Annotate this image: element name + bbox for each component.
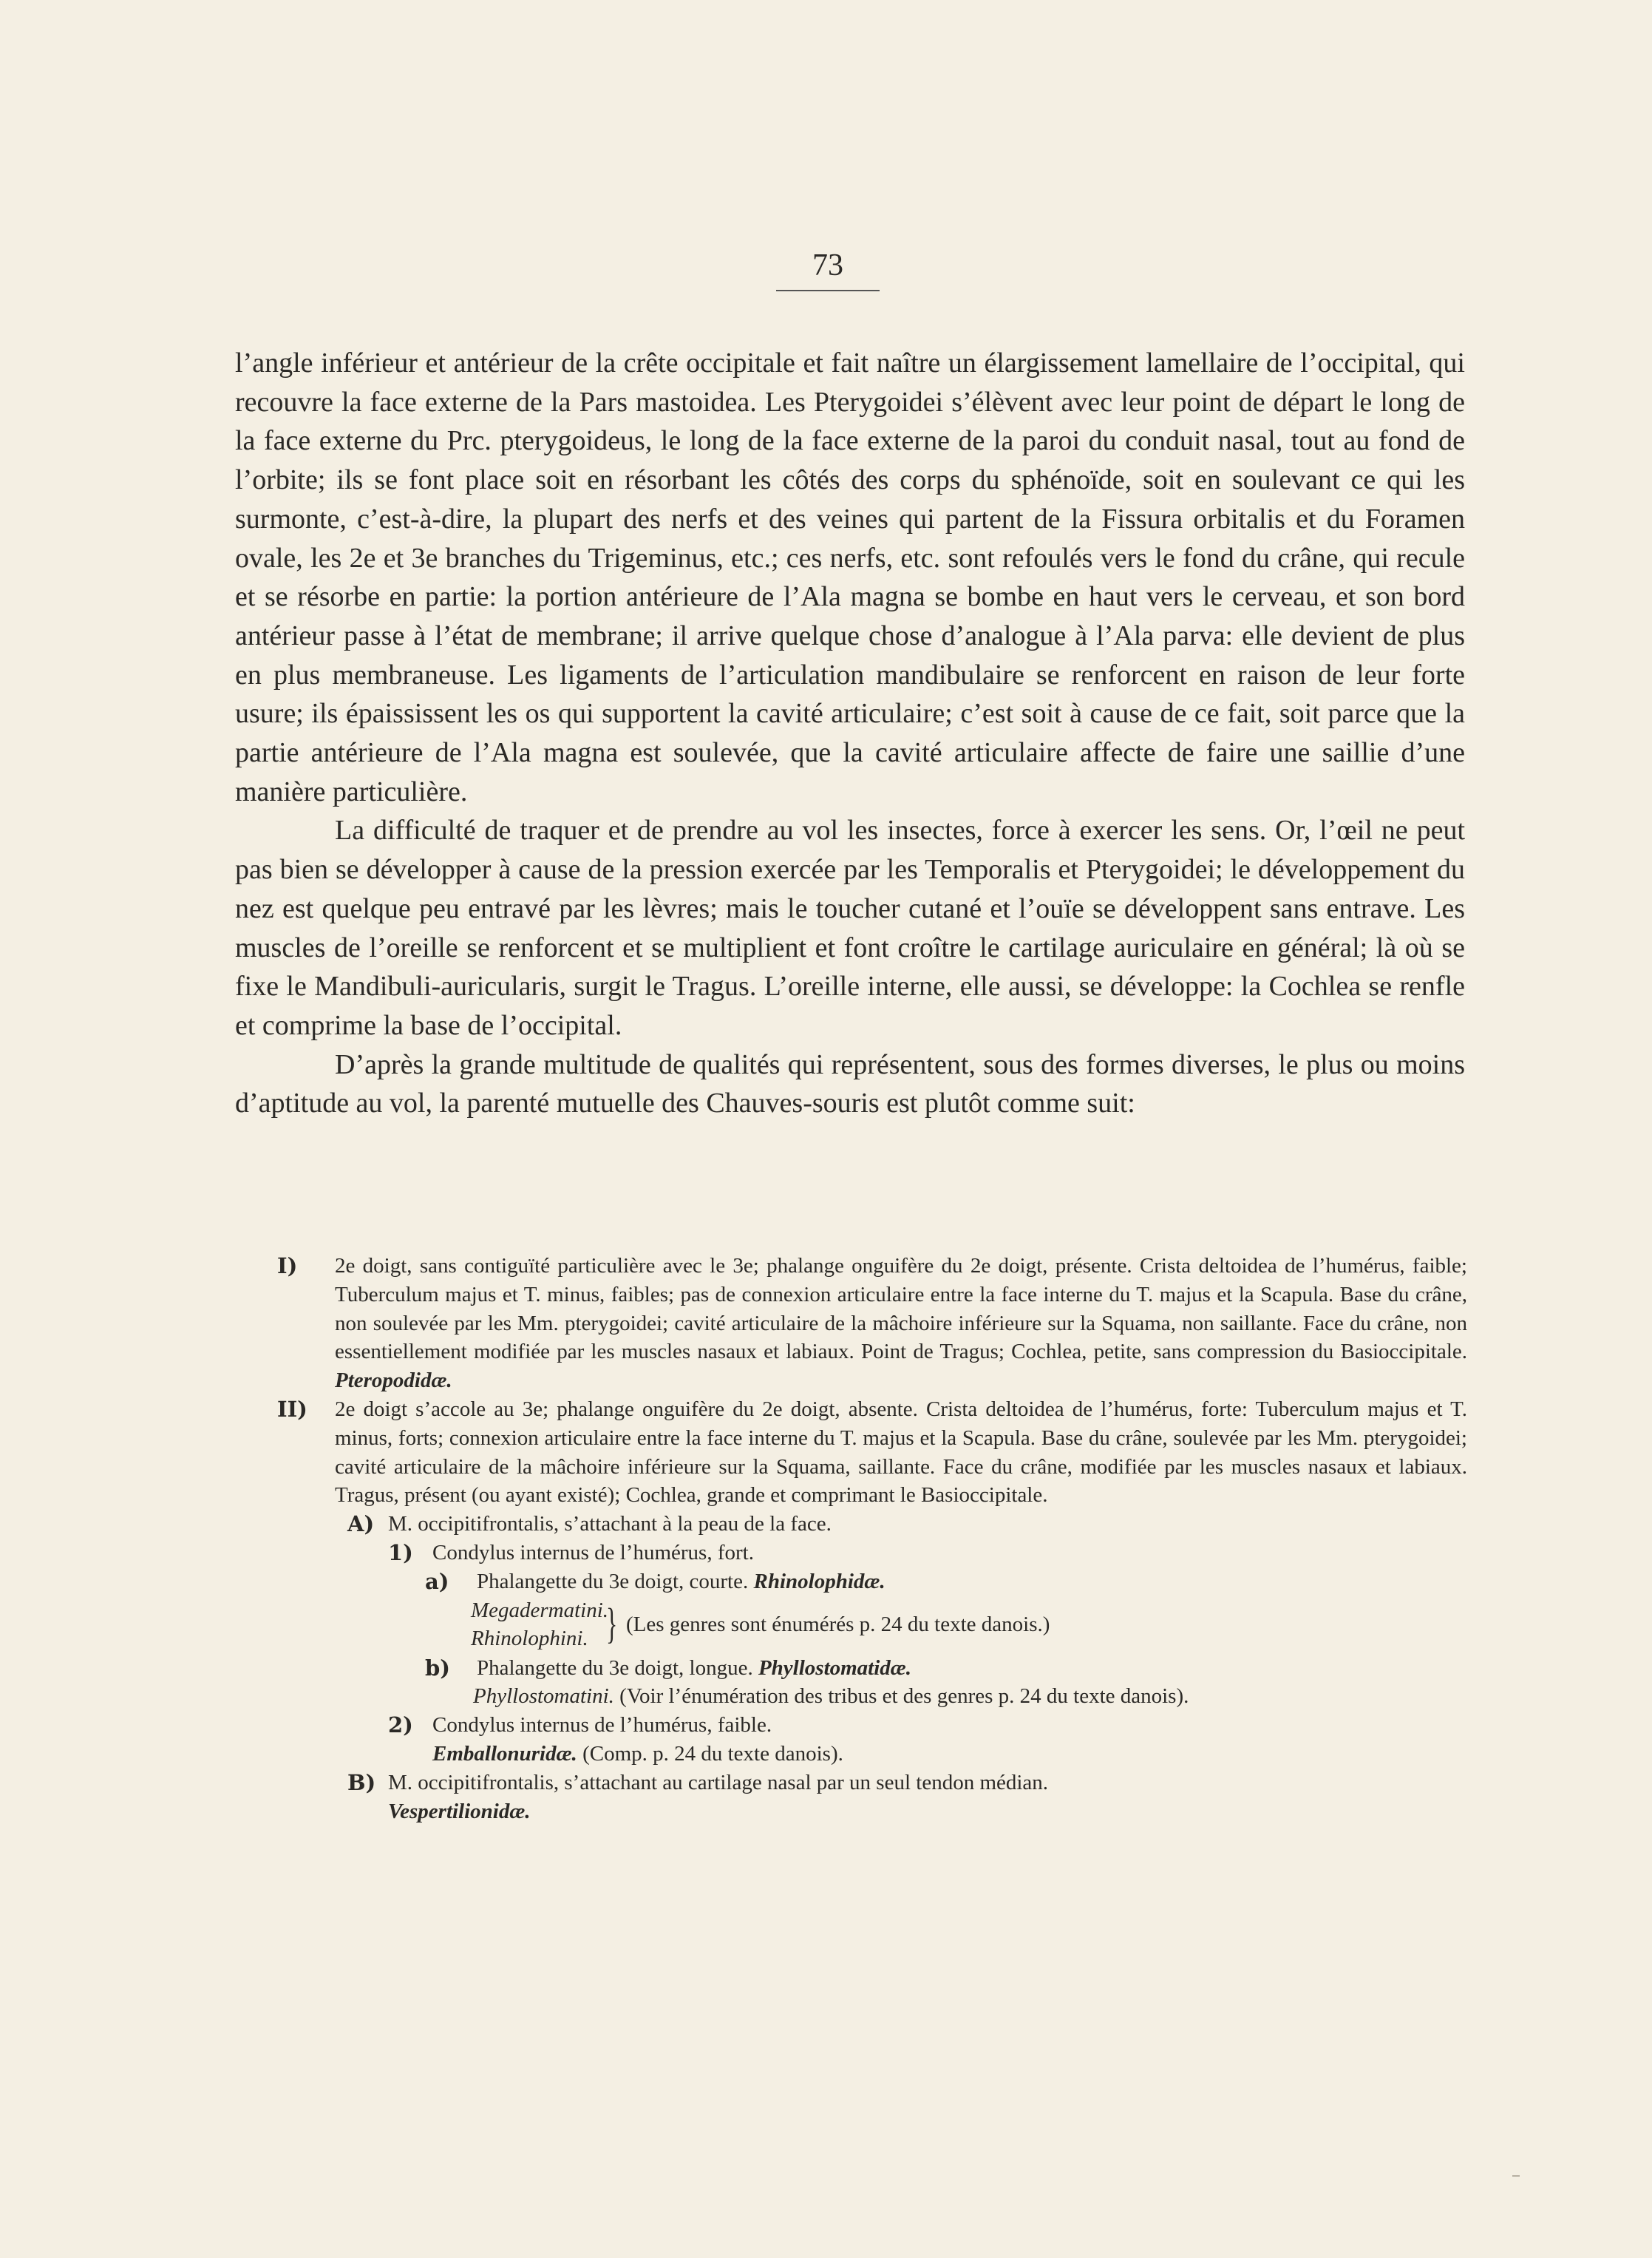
key-entry-A2 <box>277 1711 1467 1740</box>
paper-mark <box>1512 2175 1520 2177</box>
family-note: (Comp. p. 24 du texte danois). <box>582 1741 843 1766</box>
family-name: Pteropodidæ. <box>335 1369 452 1393</box>
key-text: 2e doigt, sans contiguïté particulière avec le 3e; phalange onguifère du 2e doigt, présente. Crista deltoidea de l’humérus, faible; Tuberculum majus et T. minus, faibles; pas de connexion articulaire entre la face interne du T. majus et la Scapula. Base du crâne, non soulevée par les Mm. pterygoidei; cavité articulaire de la mâchoire inférieure sur la Squama, non saillante. Face du crâne, non essentiellement modifiée par les muscles nasaux et labiaux. Point de Tragus; Cochlea, petite, sans compression du Basioccipitale. <box>335 1254 1467 1364</box>
key-text: Condylus internus de l’humérus, faible. <box>432 1713 772 1737</box>
family-name: Phyllostomatidæ. <box>758 1655 911 1680</box>
tribe-name: Phyllostomatini. <box>473 1684 614 1709</box>
tribe-brace-group <box>277 1596 1467 1654</box>
key-marker: I) <box>277 1253 298 1278</box>
tribe-name: Megadermatini. <box>471 1598 609 1622</box>
family-name: Emballonuridæ. <box>432 1741 577 1766</box>
key-marker: 2) <box>388 1712 413 1738</box>
key-text: 2e doigt s’accole au 3e; phalange onguifère du 2e doigt, absente. Crista deltoidea de l’humérus, forte: Tuberculum majus et T. minus, forts; connexion articulaire entre la face interne du T. majus et la Scapula. Base du crâne, soulevée par les Mm. pterygoidei; cavité articulaire de la mâchoire inférieure sur la Squama, saillante. Face du crâne, modifiée par les muscles nasaux et labiaux. Tragus, présent (ou ayant existé); Cochlea, grande et comprimant le Basioccipitale. <box>335 1397 1467 1508</box>
family-line <box>277 1740 1467 1769</box>
tribe-note: (Voir l’énumération des tribus et des genres p. 24 du texte danois). <box>619 1684 1189 1709</box>
key-marker: 1) <box>388 1539 413 1565</box>
key-marker: a) <box>425 1568 449 1594</box>
family-name: Rhinolophidæ. <box>753 1569 886 1593</box>
key-entry-A1b <box>277 1654 1467 1683</box>
classification-key <box>277 1252 1467 1825</box>
key-marker: A) <box>347 1511 375 1537</box>
curly-brace-icon: } <box>606 1598 618 1647</box>
paragraph: D’après la grande multitude de qualités qui représentent, sous des formes diverses, le plus ou moins d’aptitude au vol, la parenté mutuelle des Chauves-souris est plutôt comme suit: <box>235 1048 1465 1119</box>
key-entry-I <box>277 1252 1467 1395</box>
key-entry-A1a <box>277 1567 1467 1596</box>
key-marker: II) <box>277 1396 307 1422</box>
family-name: Vespertilionidæ. <box>388 1799 531 1823</box>
key-text: Phalangette du 3e doigt, courte. <box>477 1569 749 1593</box>
key-text: Condylus internus de l’humérus, fort. <box>432 1540 754 1564</box>
tribe-line <box>277 1682 1467 1711</box>
body-text <box>235 344 1465 1123</box>
key-entry-B <box>277 1769 1467 1797</box>
tribe-names <box>471 1596 608 1654</box>
paragraph: La difficulté de traquer et de prendre au vol les insectes, force à exercer les sens. Or, l’œil ne peut pas bien se développer à cause de la pression exercée par les Temporalis et Pterygoidei; le développement du nez est quelque peu entravé par les lèvres; mais le toucher cutané et l’ouïe se développent sans entrave. Les muscles de l’oreille se renforcent et se multiplient et font croître le cartilage auriculaire en général; là où se fixe le Mandibuli-auricularis, surgit le Tragus. L’oreille interne, elle aussi, se développe: la Cochlea se renfle et comprime la base de l’occipital. <box>235 815 1465 1041</box>
key-text: Phalangette du 3e doigt, longue. <box>477 1655 753 1680</box>
paragraph: l’angle inférieur et antérieur de la crête occipitale et fait naître un élargissement lamellaire de l’occipital, qui recouvre la face externe de la Pars mastoidea. Les Pterygoidei s’élèvent avec leur point de départ le long de la face externe du Prc. pterygoideus, le long de la face externe de la paroi du conduit nasal, tout au fond de l’orbite; ils se font place soit en résorbant les côtés des corps du sphénoïde, soit en soulevant ce qui les surmonte, c’est-à-dire, la plupart des nerfs et des veines qui partent de la Fissura orbitalis et du Foramen ovale, les 2e et 3e branches du Trigeminus, etc.; ces nerfs, etc. sont refoulés vers le fond du crâne, qui recule et se résorbe en partie: la portion antérieure de l’Ala magna se bombe en haut vers le cerveau, et son bord antérieur passe à l’état de membrane; il arrive quelque chose d’analogue à l’Ala parva: elle devient de plus en plus membraneuse. Les ligaments de l’articulation mandibulaire se renforcent en raison de leur forte usure; ils épaississent les os qui supportent la cavité articulaire; c’est soit à cause de ce fait, soit parce que la partie antérieure de l’Ala magna est soulevée, que la cavité articulaire affecte de faire une saillie d’une manière particulière. <box>235 347 1465 807</box>
tribe-note: (Les genres sont énumérés p. 24 du texte danois.) <box>626 1612 1050 1636</box>
family-line <box>277 1797 1467 1826</box>
key-entry-A1 <box>277 1539 1467 1567</box>
key-entry-A <box>277 1510 1467 1539</box>
key-text: M. occipitifrontalis, s’attachant au cartilage nasal par un seul tendon médian. <box>388 1770 1049 1794</box>
page-number-rule <box>776 290 880 291</box>
page-number: 73 <box>812 248 843 282</box>
key-marker: b) <box>425 1655 450 1681</box>
key-text: M. occipitifrontalis, s’attachant à la peau de la face. <box>388 1512 832 1536</box>
key-entry-II <box>277 1395 1467 1510</box>
tribe-name: Rhinolophini. <box>471 1627 588 1651</box>
key-marker: B) <box>347 1769 376 1795</box>
